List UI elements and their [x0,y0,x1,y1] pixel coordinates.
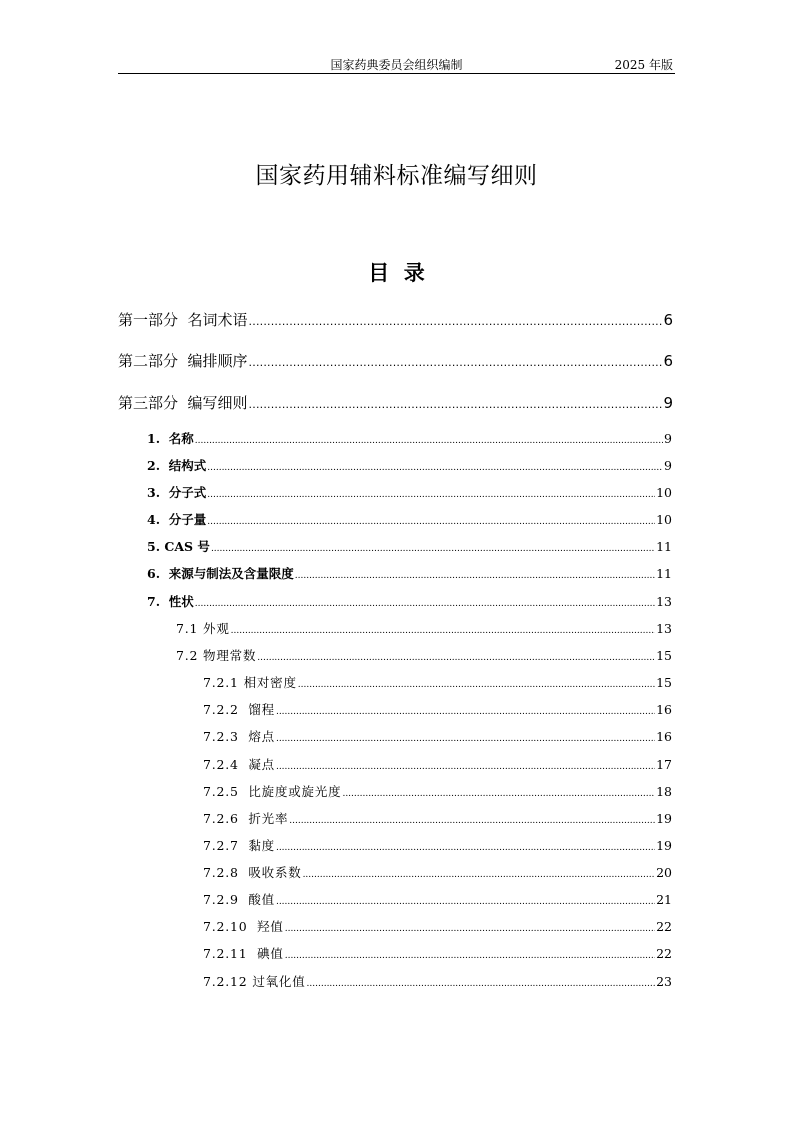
dot-leader [195,599,655,609]
toc-entry-label: 7. 性状 [147,594,194,609]
dot-leader [207,490,655,500]
toc-entry[interactable] [203,863,672,881]
toc-entry[interactable] [147,483,672,501]
toc-entry-label: 第二部分 编排顺序 [118,352,248,370]
toc-entry-label: 第三部分 编写细则 [118,394,248,412]
toc-entry[interactable] [203,727,672,745]
dot-leader [195,436,663,446]
toc-entry[interactable] [203,809,672,827]
dot-leader [303,870,656,880]
toc-entry-page: 11 [656,566,672,581]
toc-entry-page: 15 [656,648,672,663]
toc-entry[interactable] [203,673,672,691]
toc-entry-label: 5. CAS 号 [147,539,210,554]
toc-entry[interactable] [118,350,673,371]
dot-leader [249,315,663,328]
toc-entry-page: 22 [656,946,672,961]
toc-entry-label: 7.2.2 馏程 [203,702,275,717]
toc-entry[interactable] [203,782,672,800]
toc-entry-label: 7.2.6 折光率 [203,811,289,826]
toc-entry-label: 7.2.8 吸收系数 [203,865,302,880]
toc-entry-page: 13 [656,594,672,609]
toc-entry[interactable] [147,564,672,582]
toc-entry-page: 6 [663,352,673,370]
dot-leader [231,626,655,636]
header-edition: 2025 年版 [614,58,673,72]
toc-entry-page: 9 [664,431,672,446]
dot-leader [295,571,655,581]
toc-entry-label: 7.2.12 过氧化值 [203,974,306,989]
toc-entry[interactable] [118,309,673,330]
toc-entry[interactable] [176,646,672,664]
toc-entry-label: 7.2.7 黏度 [203,838,275,853]
toc-entry-page: 22 [656,919,672,934]
document-title: 国家药用辅料标准编写细则 [255,163,538,189]
header-publisher: 国家药典委员会组织编制 [330,58,463,72]
toc-entry[interactable] [203,944,672,962]
toc-entry[interactable] [203,972,672,990]
dot-leader [211,544,655,554]
toc-entry-label: 7.2.9 酸值 [203,892,275,907]
dot-leader [257,653,655,663]
toc-entry-label: 6. 来源与制法及含量限度 [147,566,294,581]
toc-entry-page: 21 [656,892,672,907]
toc-entry[interactable] [118,392,673,413]
dot-leader [342,789,655,799]
toc-entry[interactable] [203,836,672,854]
toc-entry-page: 10 [656,512,672,527]
toc-entry-page: 9 [664,458,672,473]
dot-leader [285,924,655,934]
dot-leader [207,463,663,473]
toc-entry-label: 7.2.11 碘值 [203,946,284,961]
toc-entry-label: 7.2.1 相对密度 [203,675,297,690]
toc-entry-page: 19 [656,838,672,853]
dot-leader [207,517,655,527]
toc-entry[interactable] [147,429,672,447]
toc-entry-page: 11 [656,539,672,554]
dot-leader [307,979,656,989]
toc-entry-page: 13 [656,621,672,636]
toc-heading: 目 录 [368,261,425,285]
dot-leader [249,356,663,369]
toc-entry-page: 18 [656,784,672,799]
toc-entry-label: 7.1 外观 [176,621,230,636]
toc-entry[interactable] [147,592,672,610]
toc-entry-page: 10 [656,485,672,500]
toc-entry-page: 20 [656,865,672,880]
toc-entry[interactable] [147,510,672,528]
toc-entry-label: 2. 结构式 [147,458,207,473]
toc-entry[interactable] [203,755,672,773]
toc-entry-label: 4. 分子量 [147,512,207,527]
toc-entry[interactable] [176,619,672,637]
toc-entry-label: 7.2.5 比旋度或旋光度 [203,784,342,799]
toc-entry[interactable] [147,456,672,474]
toc-entry-label: 第一部分 名词术语 [118,311,248,329]
toc-entry-label: 7.2.3 熔点 [203,729,275,744]
dot-leader [285,951,655,961]
dot-leader [276,843,655,853]
page-header [118,56,675,74]
dot-leader [276,762,655,772]
dot-leader [249,398,663,411]
toc-entry-page: 19 [656,811,672,826]
dot-leader [276,707,655,717]
dot-leader [289,816,655,826]
toc-entry-page: 17 [656,757,672,772]
toc-entry-page: 9 [663,394,673,412]
toc-entry-page: 23 [656,974,672,989]
toc-entry-page: 16 [656,729,672,744]
toc-entry-label: 7.2.4 凝点 [203,757,275,772]
dot-leader [276,734,655,744]
toc-entry-page: 6 [663,311,673,329]
dot-leader [298,680,655,690]
toc-entry-page: 15 [656,675,672,690]
toc-entry-label: 7.2.10 羟值 [203,919,284,934]
toc-entry-label: 7.2 物理常数 [176,648,257,663]
toc-entry[interactable] [203,890,672,908]
dot-leader [276,897,655,907]
toc-entry[interactable] [147,537,672,555]
toc-entry-label: 1. 名称 [147,431,194,446]
toc-entry-page: 16 [656,702,672,717]
toc-entry-label: 3. 分子式 [147,485,207,500]
toc-entry[interactable] [203,700,672,718]
toc-entry[interactable] [203,917,672,935]
